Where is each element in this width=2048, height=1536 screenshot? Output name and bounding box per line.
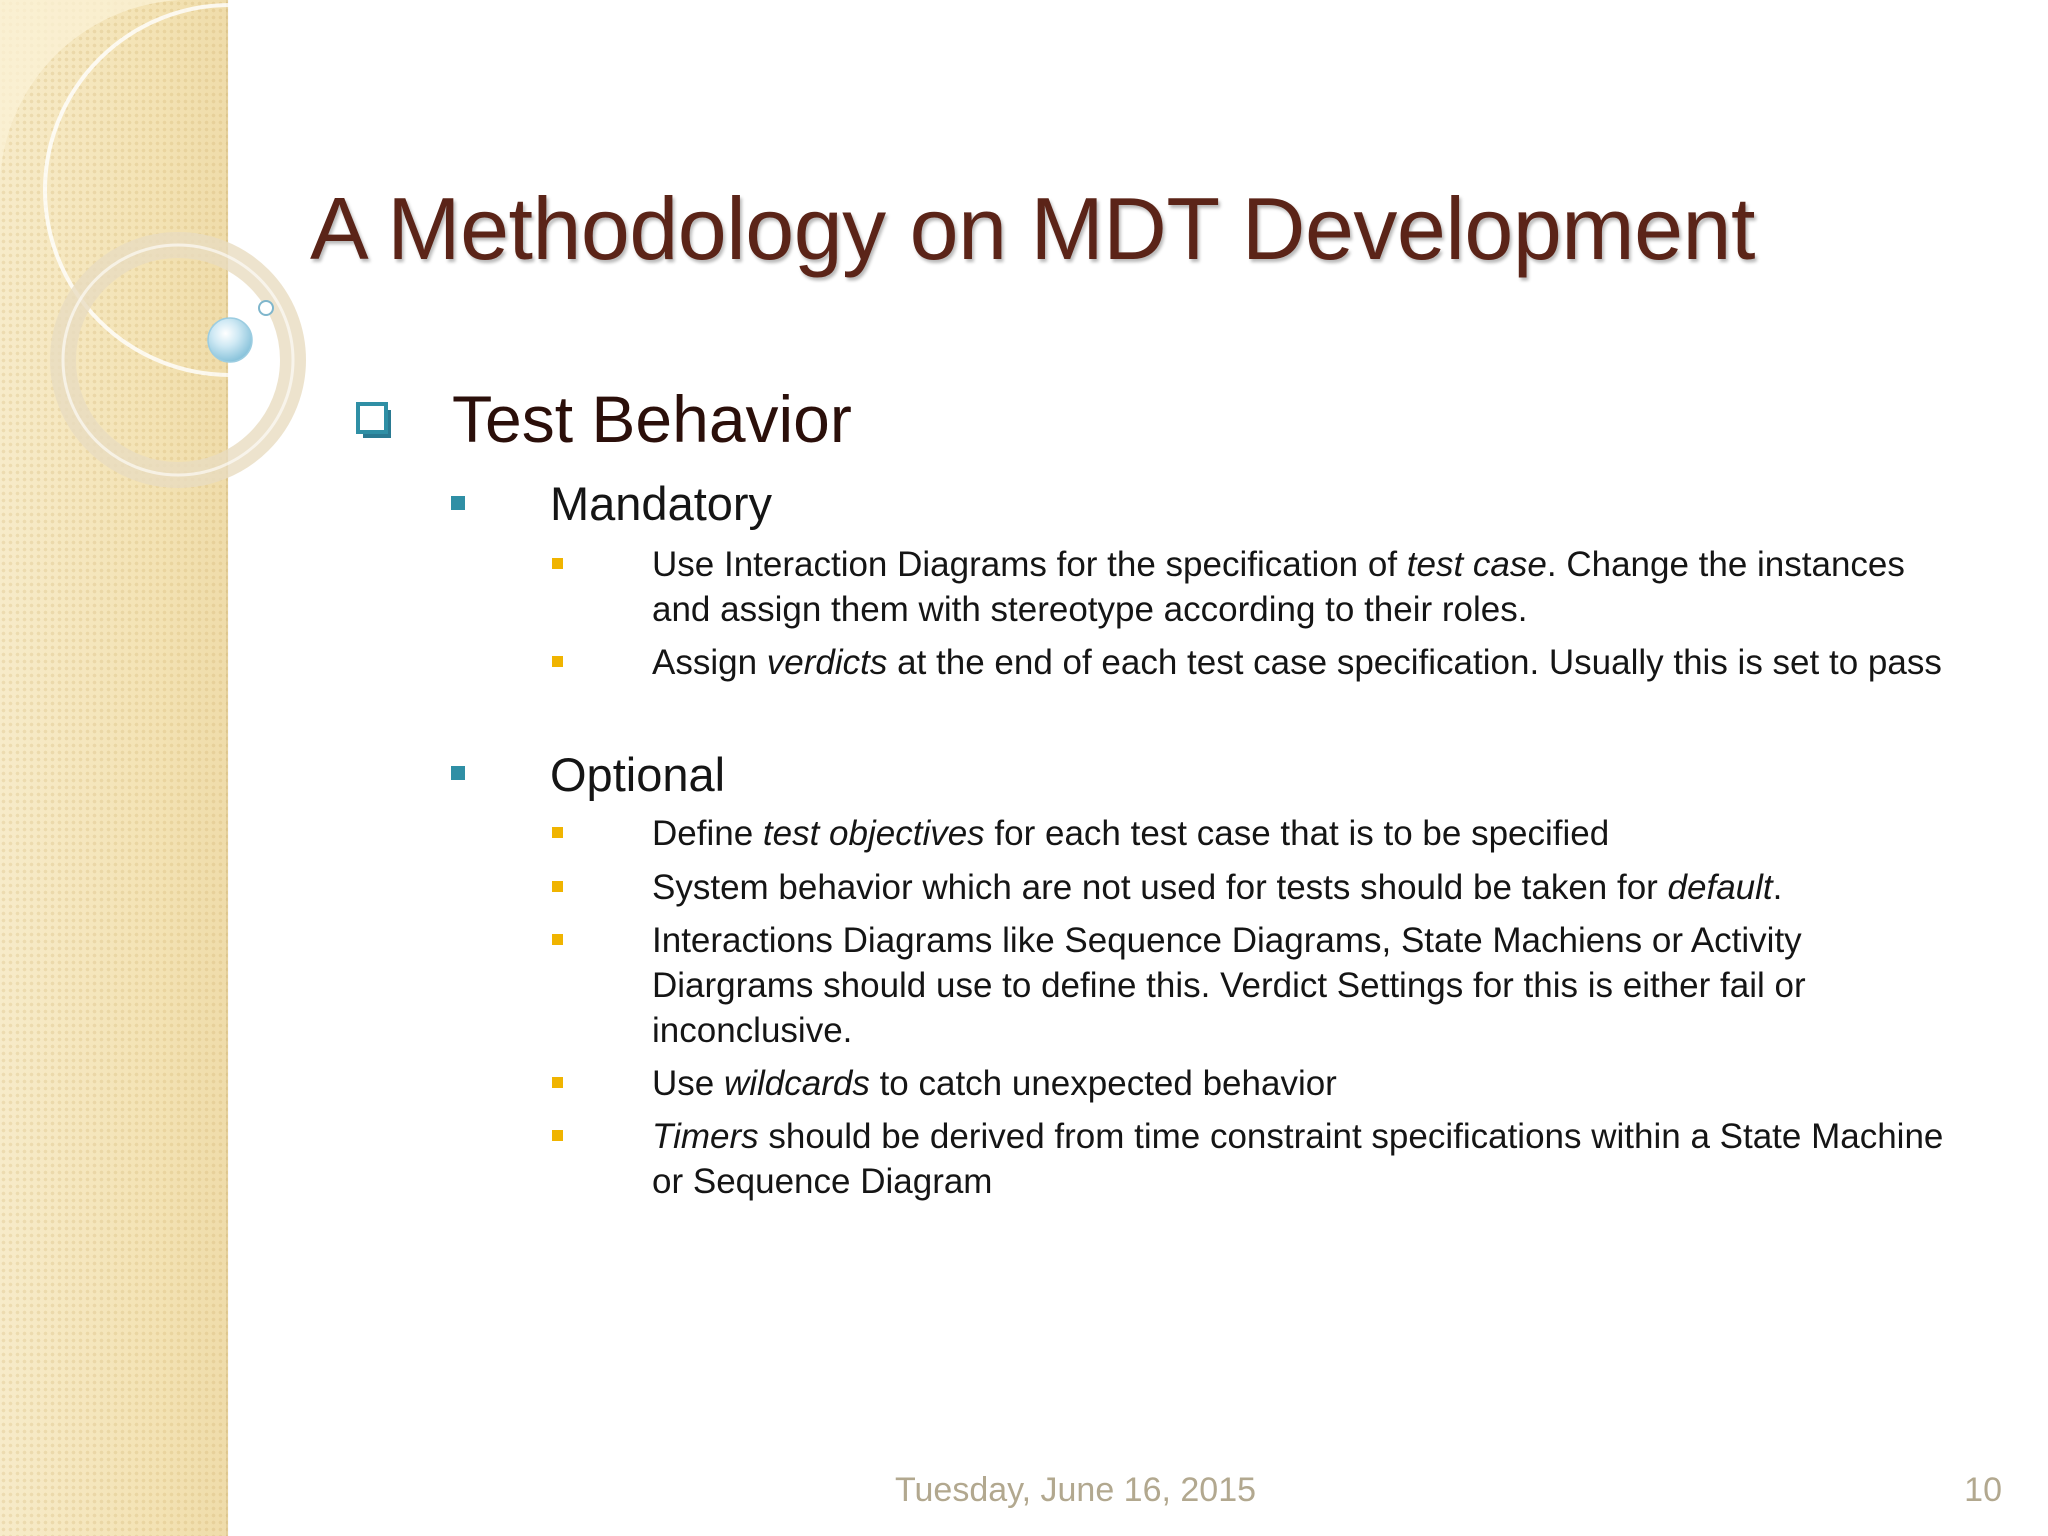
text-run: should be derived from time constraint specifications within a State Machine or Sequence Diagram (652, 1117, 1944, 1201)
slide-title: A Methodology on MDT Development (310, 179, 1755, 278)
italic-text-run: wildcards (723, 1064, 870, 1103)
italic-text-run: test objectives (762, 814, 985, 853)
text-run: System behavior which are not used for tests should be taken for (652, 868, 1668, 907)
bullet-item (652, 640, 1952, 685)
footer-date: Tuesday, June 16, 2015 (895, 1471, 1257, 1509)
italic-text-run: default (1667, 868, 1773, 907)
text-run: . (1772, 868, 1783, 907)
italic-text-run: test case (1406, 545, 1547, 584)
gold-square-bullet-icon (552, 558, 563, 569)
italic-text-run: verdicts (766, 643, 888, 682)
text-run: at the end of each test case specification. Usually this is set to pass (887, 643, 1942, 682)
gold-square-bullet-icon (552, 827, 563, 838)
gold-square-bullet-icon (552, 656, 563, 667)
bullet-item (652, 1061, 1952, 1106)
text-run: . Change the instances and assign them with stereotype according to their roles. (652, 545, 1905, 629)
section-label-mandatory: Mandatory (550, 477, 773, 530)
text-run: Interactions Diagrams like Sequence Diagrams, State Machiens or Activity Diargrams should use to define this. Verdict Settings for this is either fail or inconclusive. (652, 921, 1806, 1050)
hollow-square-bullet-icon (354, 400, 394, 440)
bullet-item (652, 865, 1952, 910)
bullet-item (652, 542, 1952, 632)
teal-square-bullet-icon (451, 766, 465, 780)
gold-square-bullet-icon (552, 1130, 563, 1141)
text-run: Define (652, 814, 763, 853)
italic-text-run: Timers (652, 1117, 759, 1156)
text-run: Assign (652, 643, 767, 682)
teal-square-bullet-icon (451, 496, 465, 510)
text-run: to catch unexpected behavior (869, 1064, 1337, 1103)
text-run: Use Interaction Diagrams for the specification of (652, 545, 1407, 584)
bullet-item (652, 811, 1952, 856)
gold-square-bullet-icon (552, 934, 563, 945)
bullet-item (652, 1114, 1952, 1204)
text-run: for each test case that is to be specified (984, 814, 1610, 853)
outline-heading: Test Behavior (452, 382, 852, 456)
gold-square-bullet-icon (552, 1077, 563, 1088)
gold-square-bullet-icon (552, 881, 563, 892)
bullet-item (652, 918, 1952, 1053)
page-number: 10 (1964, 1471, 2002, 1509)
text-run: Use (652, 1064, 724, 1103)
section-label-optional: Optional (550, 748, 726, 801)
